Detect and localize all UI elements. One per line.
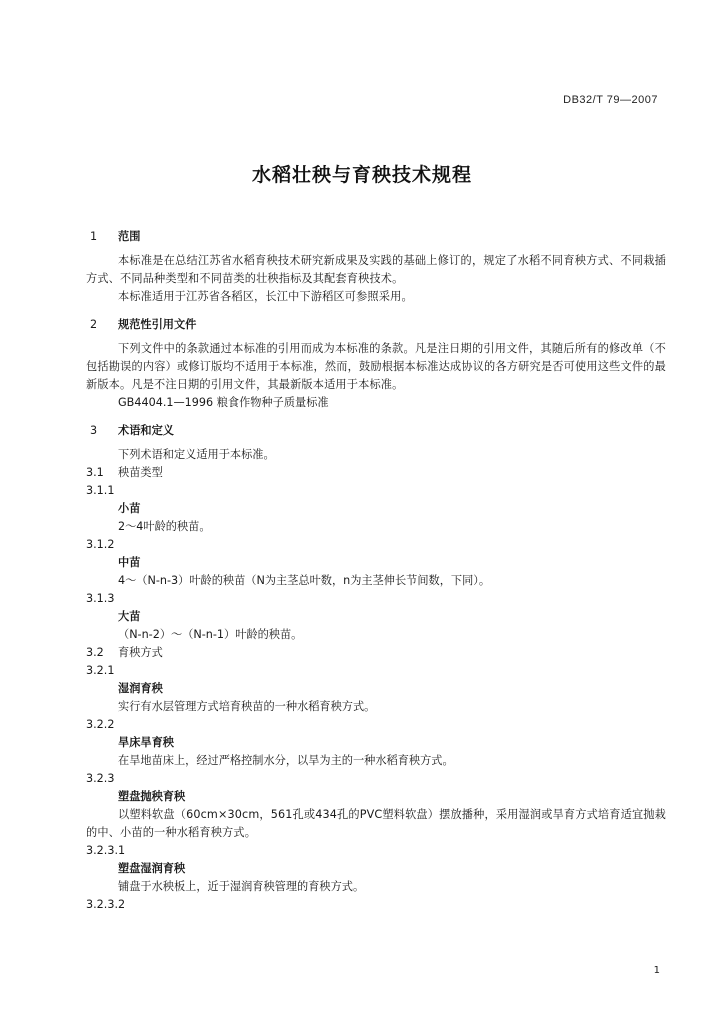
clause-3-1-3-number: 3.1.3 xyxy=(86,592,115,605)
clause-3-1-2-number: 3.1.2 xyxy=(86,538,115,551)
section-title: 术语和定义 xyxy=(118,424,174,437)
page-number: 1 xyxy=(653,965,660,976)
section-3-intro: 下列术语和定义适用于本标准。 xyxy=(118,448,275,461)
section-number: 3 xyxy=(90,424,98,437)
term-large-seedling: 大苗 xyxy=(118,610,141,623)
section-title: 范围 xyxy=(118,230,141,243)
definition-plastic-tray-nursery: 以塑料软盘（60cm×30cm，561孔或434孔的PVC塑料软盘）摆放播种，采用湿润或旱育方式培育适宜抛栽的中、小苗的一种水稻育秧方式。 xyxy=(86,808,666,839)
document-title: 水稻壮秧与育秧技术规程 xyxy=(251,164,472,186)
section-1-heading xyxy=(86,228,666,246)
term-medium-seedling: 中苗 xyxy=(118,556,141,569)
clause-3-2-2-number: 3.2.2 xyxy=(86,718,115,731)
section-number: 2 xyxy=(90,318,98,331)
normative-reference: GB4404.1—1996 粮食作物种子质量标准 xyxy=(118,396,329,409)
term-small-seedling: 小苗 xyxy=(118,502,141,515)
term-dry-bed-nursery: 旱床旱育秧 xyxy=(118,736,174,749)
clause-number: 3.1 xyxy=(86,466,104,479)
definition-small-seedling: 2～4叶龄的秧苗。 xyxy=(118,520,211,533)
section-2-heading xyxy=(86,316,666,334)
definition-wet-nursery: 实行有水层管理方式培育秧苗的一种水稻育秧方式。 xyxy=(118,700,376,713)
clause-3-2-3-number: 3.2.3 xyxy=(86,772,115,785)
clause-3-2-3-1-number: 3.2.3.1 xyxy=(86,844,126,857)
section-title: 规范性引用文件 xyxy=(118,318,197,331)
standard-code: DB32/T 79—2007 xyxy=(563,94,658,106)
definition-large-seedling: （N-n-2）～（N-n-1）叶龄的秧苗。 xyxy=(118,628,303,641)
definition-dry-bed-nursery: 在旱地苗床上，经过严格控制水分，以旱为主的一种水稻育秧方式。 xyxy=(118,754,454,767)
term-tray-wet-nursery: 塑盘湿润育秧 xyxy=(118,862,186,875)
clause-number: 3.2 xyxy=(86,646,104,659)
section-1-paragraph-1: 本标准是在总结江苏省水稻育秧技术研究新成果及实践的基础上修订的，规定了水稻不同育秧方式、不同栽插方式、不同品种类型和不同苗类的壮秧指标及其配套育秧技术。 xyxy=(86,254,666,285)
section-number: 1 xyxy=(90,230,98,243)
term-wet-nursery: 湿润育秧 xyxy=(118,682,163,695)
clause-3-1 xyxy=(86,464,666,482)
section-3-heading xyxy=(86,422,666,440)
clause-title: 育秧方式 xyxy=(118,646,163,659)
section-2-paragraph-1: 下列文件中的条款通过本标准的引用而成为本标准的条款。凡是注日期的引用文件，其随后所有的修改单（不包括勘误的内容）或修订版均不适用于本标准，然而，鼓励根据本标准达成协议的各方研究是否可使用这些文件的最新版本。凡是不注日期的引用文件，其最新版本适用于本标准。 xyxy=(86,342,666,391)
clause-title: 秧苗类型 xyxy=(118,466,163,479)
clause-3-2 xyxy=(86,644,666,662)
definition-tray-wet-nursery: 铺盘于水秧板上，近于湿润育秧管理的育秧方式。 xyxy=(118,880,365,893)
term-plastic-tray-nursery: 塑盘抛秧育秧 xyxy=(118,790,186,803)
clause-3-2-1-number: 3.2.1 xyxy=(86,664,115,677)
clause-3-2-3-2-number: 3.2.3.2 xyxy=(86,898,126,911)
section-1-paragraph-2: 本标准适用于江苏省各稻区，长江中下游稻区可参照采用。 xyxy=(118,290,413,303)
document-body xyxy=(86,222,666,914)
definition-medium-seedling: 4～（N-n-3）叶龄的秧苗（N为主茎总叶数，n为主茎伸长节间数，下同）。 xyxy=(118,574,491,587)
clause-3-1-1-number: 3.1.1 xyxy=(86,484,115,497)
